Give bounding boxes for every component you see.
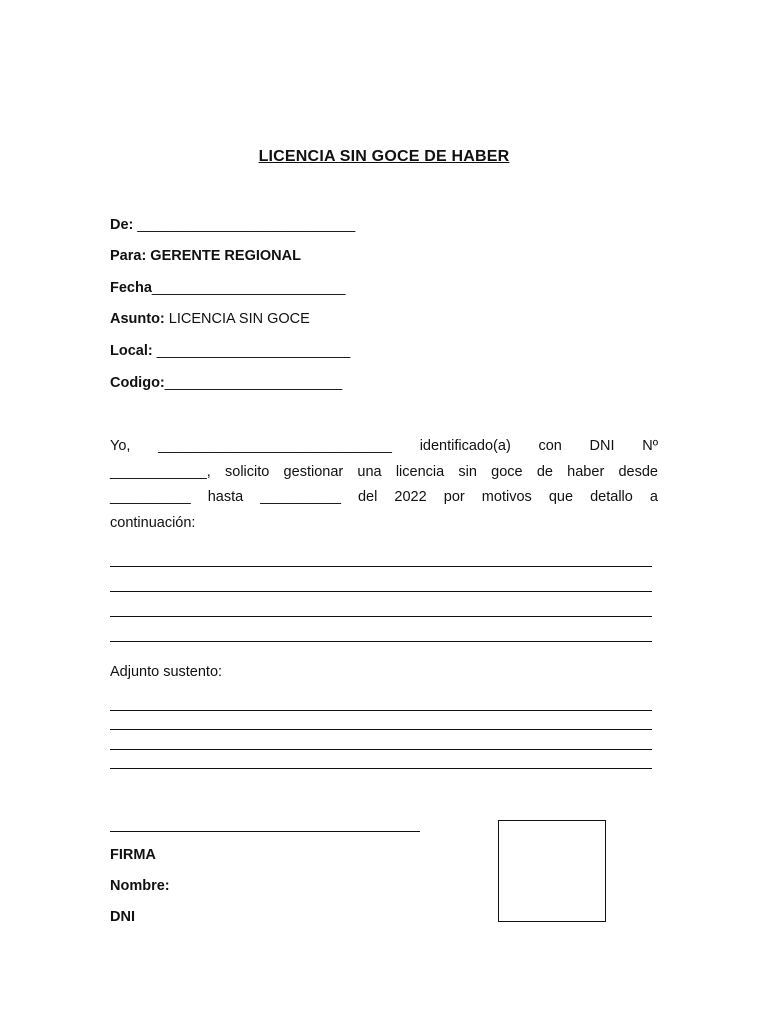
code-label: Codigo:: [110, 375, 165, 391]
fingerprint-box: [498, 820, 606, 922]
from-label: De:: [110, 217, 134, 233]
code-blank: ______________________: [164, 375, 343, 391]
name-label: Nombre:: [110, 878, 170, 894]
from-blank: ___________________________: [137, 217, 356, 233]
to-label: Para: GERENTE REGIONAL: [110, 248, 301, 264]
document-title: LICENCIA SIN GOCE DE HABER: [258, 148, 510, 165]
subject-label: Asunto:: [110, 311, 165, 327]
request-paragraph: [110, 434, 658, 536]
reason-line-4: [110, 641, 652, 642]
attachment-label: Adjunto sustento:: [110, 664, 223, 680]
date-blank: ________________________: [151, 280, 346, 296]
subject-field: [110, 311, 310, 327]
date-field: [110, 280, 345, 296]
paragraph-line-2: ____________, solicito gestionar una licencia sin goce de haber desde: [110, 463, 658, 480]
reason-line-3: [110, 616, 652, 617]
subject-value: LICENCIA SIN GOCE: [168, 311, 310, 327]
local-label: Local:: [110, 343, 153, 359]
to-field: [110, 248, 301, 264]
attachment-line-3: [110, 749, 652, 750]
local-blank: ________________________: [156, 343, 351, 359]
signature-label: FIRMA: [110, 847, 156, 863]
paragraph-line-1: Yo, _____________________________ identificado(a) con DNI Nº: [110, 438, 658, 454]
signature-line: [110, 831, 420, 832]
local-field: [110, 343, 350, 359]
attachment-line-4: [110, 768, 652, 769]
attachment-line-2: [110, 729, 652, 730]
dni-label: DNI: [110, 909, 135, 925]
code-field: [110, 375, 342, 391]
reason-line-2: [110, 591, 652, 592]
date-label: Fecha: [110, 280, 152, 296]
reason-line-1: [110, 566, 652, 567]
paragraph-line-3: __________ hasta __________ del 2022 por motivos que detallo a: [110, 489, 658, 505]
attachment-line-1: [110, 710, 652, 711]
paragraph-line-4: continuación:: [110, 514, 196, 531]
from-field: [110, 217, 355, 233]
